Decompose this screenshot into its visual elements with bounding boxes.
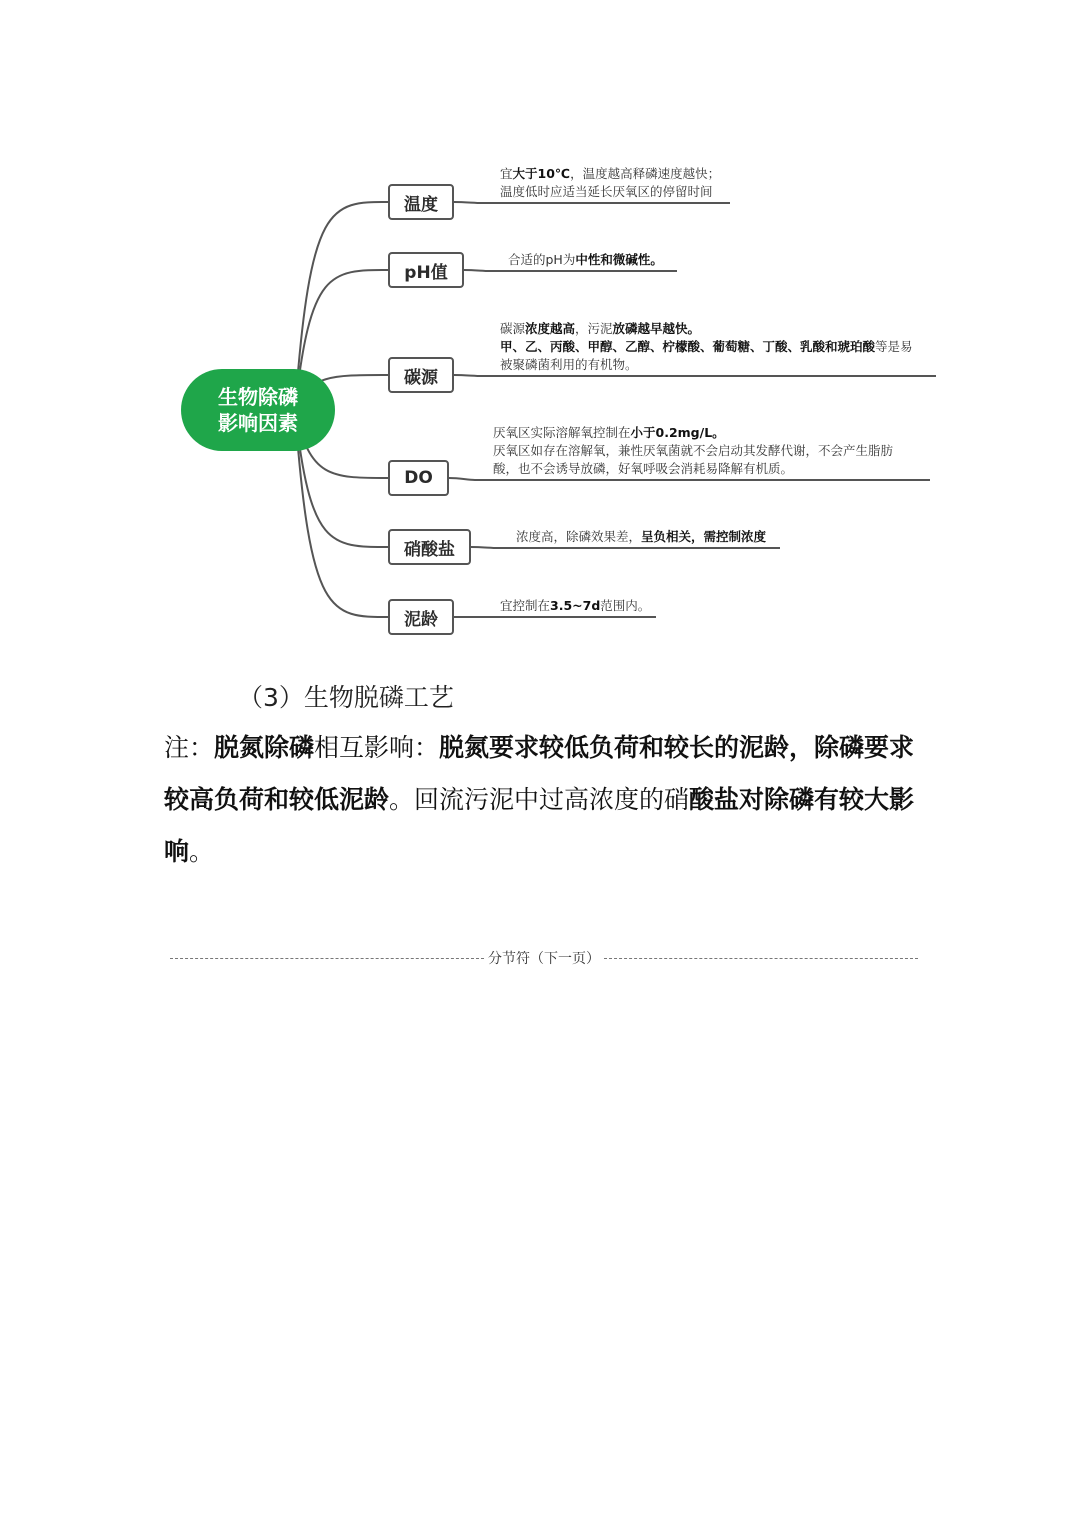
detail-nitrate-text: 呈负相关，需控制浓度 <box>641 529 767 544</box>
detail-do <box>493 424 893 478</box>
section-heading: （3）生物脱磷工艺 <box>238 683 454 712</box>
detail-carbon-source-line-1 <box>500 320 913 338</box>
topic-do: DO <box>388 460 449 496</box>
detail-do-text: 厌氧区如存在溶解氧，兼性厌氧菌就不会启动其发酵代谢，不会产生脂肪 <box>493 443 894 458</box>
detail-sludge-age <box>500 597 650 615</box>
topic-sludge-age: 泥龄 <box>388 599 454 635</box>
topic-nitrate: 硝酸盐 <box>388 529 471 565</box>
detail-sludge-age-text: 宜控制在 <box>500 598 551 613</box>
detail-carbon-source-text: ，污泥 <box>575 321 613 336</box>
detail-carbon-source-text: 浓度越高 <box>525 321 576 336</box>
detail-nitrate-text: 浓度高，除磷效果差， <box>516 529 642 544</box>
note-paragraph <box>164 722 934 878</box>
detail-nitrate <box>516 528 766 546</box>
topic-carbon-source: 碳源 <box>388 357 454 393</box>
section-break-dashes-left <box>170 958 484 959</box>
detail-ph-line-1 <box>508 251 663 269</box>
detail-ph-text: 中性和微碱性。 <box>575 252 663 267</box>
detail-carbon-source <box>500 320 913 374</box>
detail-temperature-line-2 <box>500 183 720 201</box>
detail-line-do <box>449 478 930 480</box>
detail-temperature-text: 大于10℃ <box>512 166 571 181</box>
note-text: 。 <box>189 837 215 866</box>
detail-line-nitrate <box>471 547 780 548</box>
detail-carbon-source-line-3 <box>500 356 913 374</box>
detail-line-carbon-source <box>454 375 936 376</box>
detail-do-text: 小于0.2mg/L。 <box>630 425 725 440</box>
section-break <box>170 946 918 970</box>
central-topic-line2: 影响因素 <box>218 411 298 435</box>
note-text: 脱氮除磷 <box>214 733 315 762</box>
detail-carbon-source-text: 甲、乙、丙酸、甲醇、乙醇、柠檬酸、葡萄糖、丁酸、乳酸和琥珀酸 <box>500 339 876 354</box>
note-text: 脱氮要求较低负荷和较长的泥龄，除磷要求较高负荷和较低泥龄 <box>164 733 915 814</box>
detail-ph <box>508 251 663 269</box>
detail-do-line-1 <box>493 424 893 442</box>
section-break-label: 分节符（下一页） <box>488 951 600 967</box>
detail-do-text: 厌氧区实际溶解氧控制在 <box>493 425 631 440</box>
central-topic-line1: 生物除磷 <box>218 385 298 409</box>
note-text: 相互影响： <box>314 733 440 762</box>
topic-temperature: 温度 <box>388 184 454 220</box>
detail-temperature <box>500 165 720 201</box>
detail-do-line-2 <box>493 442 893 460</box>
detail-nitrate-line-1 <box>516 528 766 546</box>
detail-carbon-source-text: 等是易 <box>875 339 913 354</box>
detail-line-ph <box>464 270 677 271</box>
detail-line-temperature <box>454 202 730 203</box>
note-text: 注： <box>164 733 215 762</box>
detail-carbon-source-line-2 <box>500 338 913 356</box>
detail-ph-text: 合适的pH为 <box>508 252 576 267</box>
detail-sludge-age-line-1 <box>500 597 650 615</box>
detail-do-text: 酸，也不会诱导放磷，好氧呼吸会消耗易降解有机质。 <box>493 461 794 476</box>
detail-temperature-line-1 <box>500 165 720 183</box>
detail-carbon-source-text: 碳源 <box>500 321 526 336</box>
note-text: 酸盐对除磷有较大影响 <box>164 785 915 866</box>
detail-sludge-age-text: 3.5~7d <box>550 598 601 613</box>
detail-temperature-text: 宜 <box>500 166 513 181</box>
topic-ph: pH值 <box>388 252 464 288</box>
detail-carbon-source-text: 被聚磷菌利用的有机物。 <box>500 357 638 372</box>
detail-do-line-3 <box>493 460 893 478</box>
mind-map <box>0 0 1080 660</box>
section-break-dashes-right <box>604 958 918 959</box>
detail-temperature-text: 温度低时应适当延长厌氧区的停留时间 <box>500 184 713 199</box>
detail-temperature-text: ，温度越高释磷速度越快； <box>570 166 721 181</box>
detail-carbon-source-text: 放磷越早越快。 <box>612 321 701 336</box>
note-text: 。回流污泥中过高浓度的硝 <box>389 785 690 814</box>
detail-sludge-age-text: 范围内。 <box>600 598 651 613</box>
central-topic <box>181 369 335 451</box>
